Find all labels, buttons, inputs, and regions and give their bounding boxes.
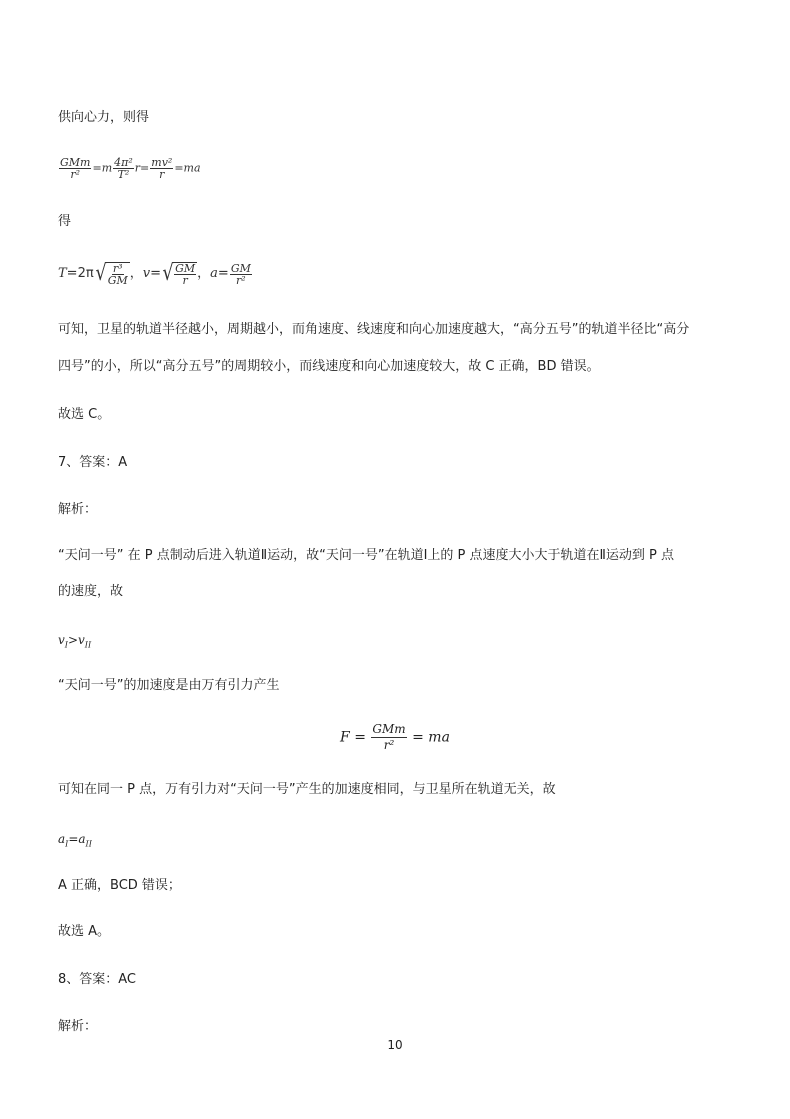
paragraph-de: 得 <box>58 214 72 229</box>
analysis-label-7: 解析： <box>58 502 98 517</box>
equation-force: F = $\frac{\text{GMm}}{\text{r²}}$ = ma <box>340 722 450 752</box>
equation-velocity-compare: $v_I>v_{II}$ <box>58 633 92 650</box>
fraction-4pi2-t2: $\frac{\text{4π²}}{\text{T²}}$ <box>114 156 133 181</box>
equation-period-velocity-acceleration: T=2π √ $\frac{\text{r³}}{GM}$ ，v= √ $\frac{GM}{r}$ ，a= $\frac{GM}{\text{r²}}$ <box>58 261 251 287</box>
paragraph-choose-c: 故选 C。 <box>58 407 111 422</box>
answer-7-heading: 7、答案：A <box>58 455 128 470</box>
paragraph-tianwen-orbit: “天问一号” 在 P 点制动后进入轨道Ⅱ运动，故“天问一号”在轨道Ⅰ上的 P 点速度大小大于轨道在Ⅱ运动到 P 点 <box>58 548 675 563</box>
answer-8-heading: 8、答案：AC <box>58 972 137 987</box>
equation-gravity-centripetal: $\frac{\text{GMm}}{\text{r²}}$ =m $\frac{\text{4π²}}{\text{T²}}$ r= $\frac{\text{mv²}}{r}$ =ma <box>60 156 201 181</box>
fraction-gm-r2: $\frac{GM}{\text{r²}}$ <box>230 261 251 287</box>
paragraph-conclusion-1: 可知，卫星的轨道半径越小，周期越小，而角速度、线速度和向心加速度越大，“高分五号”的轨道半径比“高分 <box>58 322 690 337</box>
paragraph-conclusion-2: 四号”的小，所以“高分五号”的周期较小，而线速度和向心加速度较大，故 C 正确，BD 错误。 <box>58 359 600 374</box>
fraction-gmm-r2: $\frac{\text{GMm}}{\text{r²}}$ <box>60 156 91 181</box>
paragraph-speed: 的速度，故 <box>58 584 124 599</box>
analysis-label-8: 解析： <box>58 1019 98 1034</box>
paragraph-centripetal: 供向心力，则得 <box>58 110 150 125</box>
paragraph-choose-a: 故选 A。 <box>58 924 111 939</box>
fraction-force: $\frac{\text{GMm}}{\text{r²}}$ <box>372 722 406 752</box>
sqrt-gm-r: √ $\frac{GM}{r}$ <box>162 261 196 287</box>
sqrt-r3-gm: √ $\frac{\text{r³}}{GM}$ <box>95 261 128 287</box>
paragraph-same-acceleration: 可知在同一 P 点，万有引力对“天问一号”产生的加速度相同，与卫星所在轨道无关，故 <box>58 782 556 797</box>
paragraph-a-correct: A 正确，BCD 错误； <box>58 878 181 893</box>
paragraph-acceleration-source: “天问一号”的加速度是由万有引力产生 <box>58 678 280 693</box>
page-number: 10 <box>387 1038 403 1052</box>
fraction-mv2-r: $\frac{\text{mv²}}{r}$ <box>151 156 173 181</box>
equation-acceleration-equal: $a_I=a_{II}$ <box>58 832 92 849</box>
